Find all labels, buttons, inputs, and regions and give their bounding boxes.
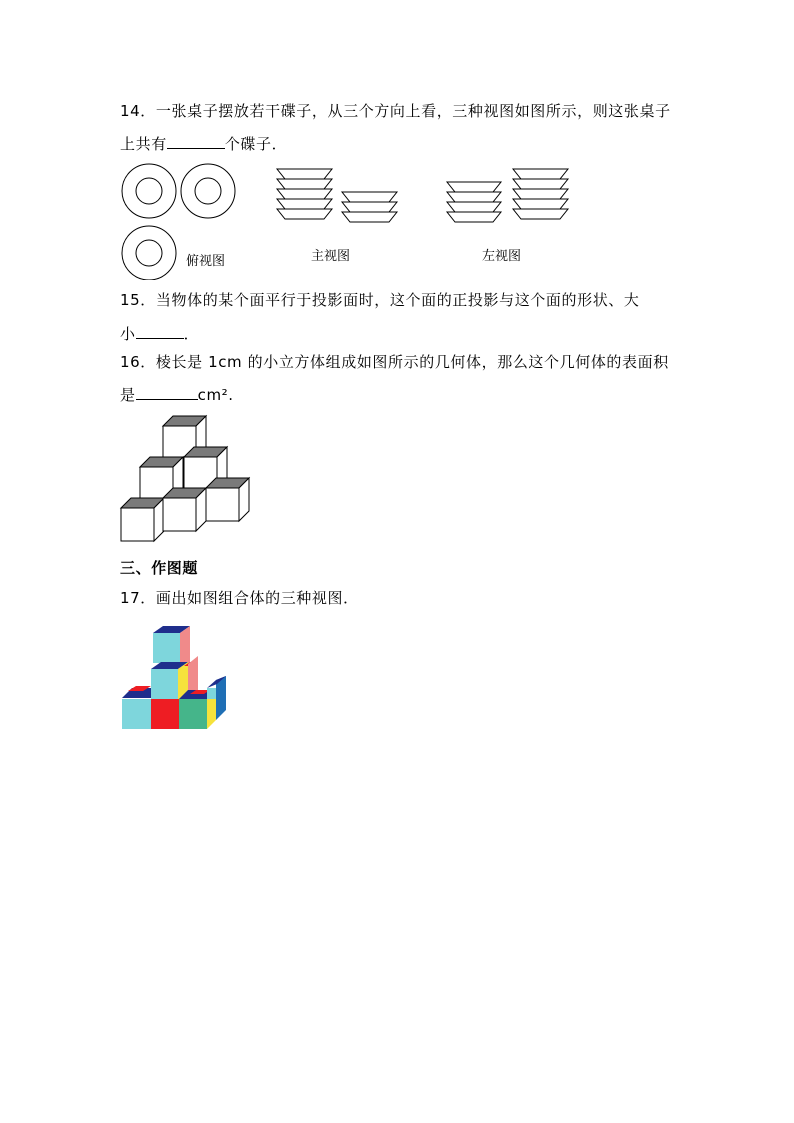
q14-text: 一张桌子摆放若干碟子，从三个方向上看，三种视图如图所示，则这张桌子: [155, 102, 671, 120]
q15-text: 当物体的某个面平行于投影面时，这个面的正投影与这个面的形状、大: [155, 291, 640, 309]
q14-line2: [120, 132, 287, 155]
q16-cube-stack-figure: [118, 414, 253, 549]
q14-caption-front-view: 主视图: [311, 249, 351, 264]
q14-text-suffix: 个碟子．: [224, 135, 288, 153]
q17-colored-cubes-figure: [118, 624, 233, 734]
q16-text-prefix-2: 是: [120, 386, 136, 404]
q16-text: 的小立方体组成如图所示的几何体，那么这个几何体的表面积: [242, 353, 669, 371]
q16-line1: [120, 351, 669, 373]
q15-number: 15．: [120, 291, 156, 309]
q14-front-view-figure: [272, 165, 402, 227]
q16-text-prefix: 棱长是: [155, 353, 209, 371]
q14-line1: [120, 100, 671, 122]
q14-caption-top-view: 俯视图: [186, 254, 226, 269]
cube: [206, 478, 249, 521]
q16-unit: cm².: [197, 386, 234, 404]
q14-answer-blank[interactable]: [167, 132, 225, 149]
cube: [163, 488, 206, 531]
q17-line1: [120, 587, 359, 609]
q15-text-suffix: ．: [183, 325, 200, 343]
q17-text: 画出如图组合体的三种视图．: [155, 589, 359, 607]
q16-number: 16．: [120, 353, 156, 371]
q16-answer-blank[interactable]: [136, 383, 198, 400]
q14-caption-left-view: 左视图: [482, 249, 522, 264]
q14-number: 14．: [120, 102, 156, 120]
q15-line2: [120, 322, 199, 345]
q15-text-prefix: 小: [120, 325, 136, 343]
q15-line1: [120, 289, 640, 311]
cube: [121, 498, 164, 541]
q14-text-prefix: 上共有: [120, 135, 167, 153]
q16-edge-length: 1cm: [208, 353, 243, 371]
q14-top-view-figure: [118, 160, 248, 280]
q16-line2: [120, 383, 234, 406]
q15-answer-blank[interactable]: [136, 322, 184, 339]
q14-left-view-figure: [443, 165, 573, 227]
q17-number: 17．: [120, 589, 156, 607]
section-title: 三、作图题: [120, 559, 199, 577]
